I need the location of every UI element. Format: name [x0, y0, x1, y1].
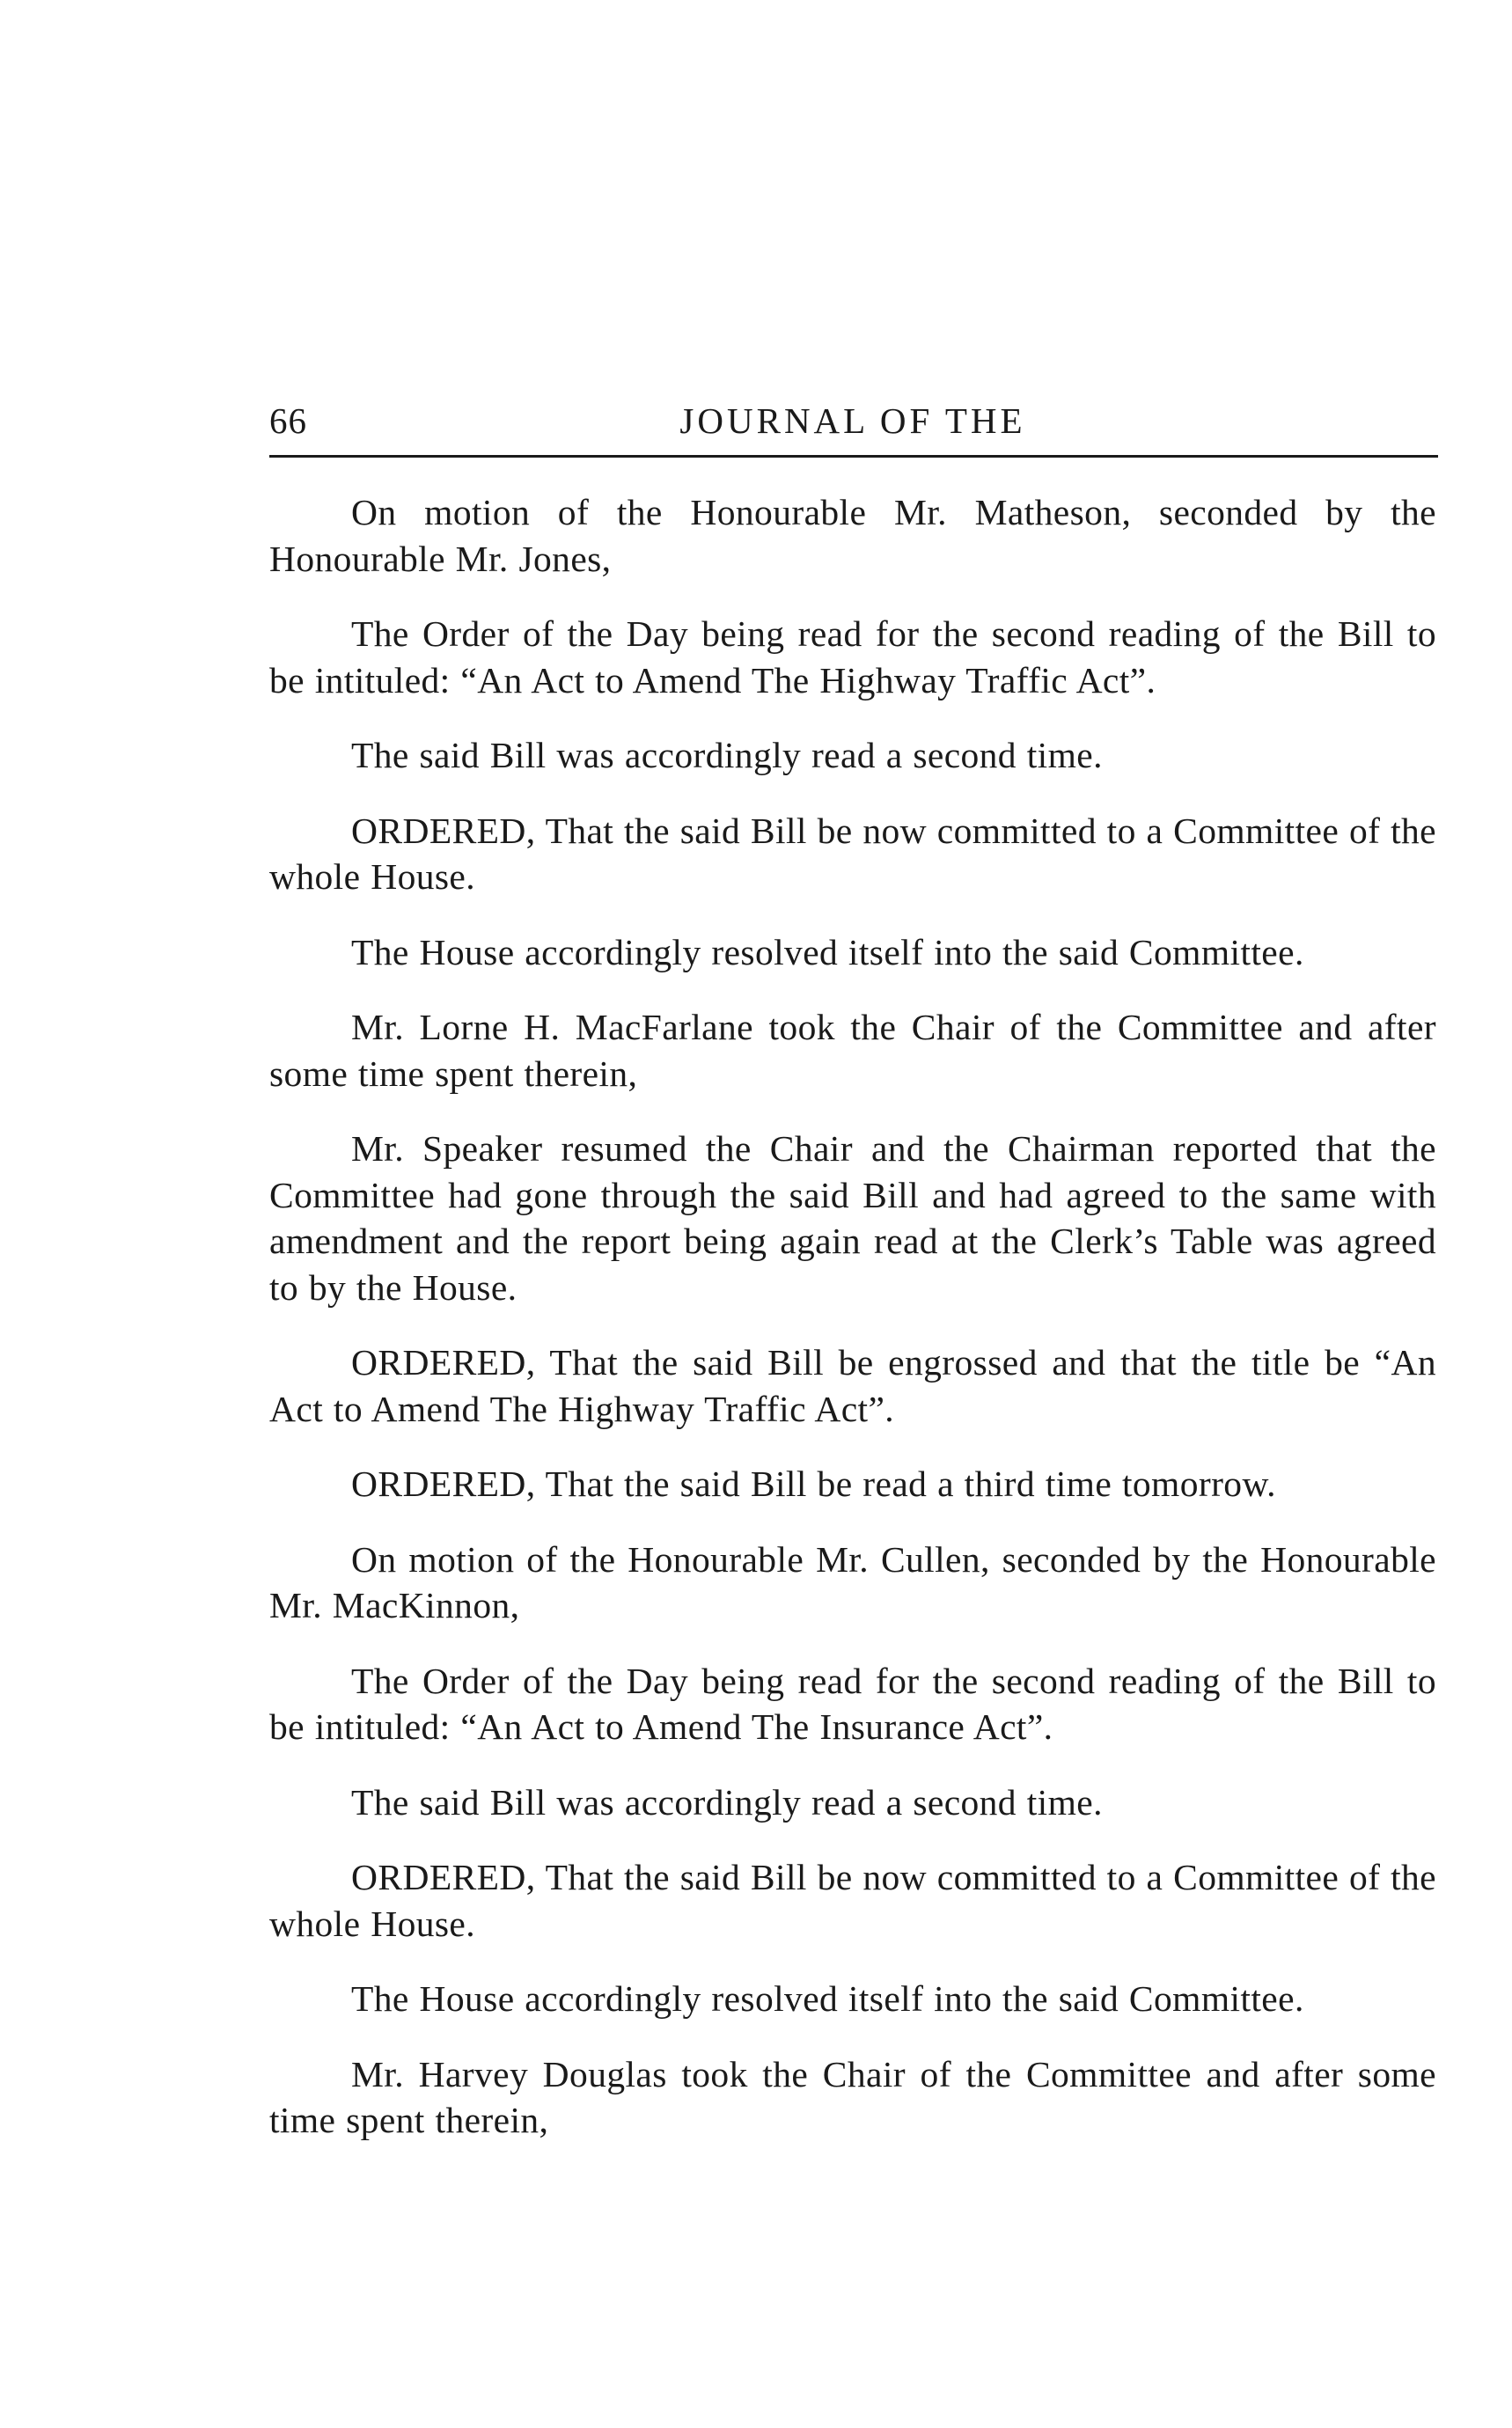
paragraph-order-insurance-bill: The Order of the Day being read for the second reading of the Bill to be intituled: “An Act to Amend The Insurance Act”.	[269, 1660, 1436, 1747]
paragraph-ordered-engrossed: ORDERED, That the said Bill be engrossed and that the title be “An Act to Amend The Highway Traffic Act”.	[269, 1342, 1436, 1429]
paragraph-second-reading: The said Bill was accordingly read a second time.	[351, 735, 1103, 775]
page-header	[269, 394, 1436, 447]
header-rule	[269, 455, 1438, 458]
paragraph-ordered-third-reading: ORDERED, That the said Bill be read a third time tomorrow.	[351, 1463, 1276, 1504]
paragraph-motion-matheson: On motion of the Honourable Mr. Matheson, seconded by the Honourable Mr. Jones,	[269, 492, 1436, 579]
paragraph-house-resolved-insurance: The House accordingly resolved itself into the said Committee.	[351, 1978, 1304, 2019]
paragraph-ordered-committed-insurance: ORDERED, That the said Bill be now committed to a Committee of the whole House.	[269, 1857, 1436, 1944]
paragraph-house-resolved: The House accordingly resolved itself into the said Committee.	[351, 931, 1304, 972]
running-title: JOURNAL OF THE	[679, 400, 1026, 441]
paragraph-motion-cullen: On motion of the Honourable Mr. Cullen, seconded by the Honourable Mr. MacKinnon,	[269, 1538, 1436, 1625]
journal-body	[269, 489, 1436, 2173]
paragraph-chair-macfarlane: Mr. Lorne H. MacFarlane took the Chair of the Committee and after some time spent therein,	[269, 1007, 1436, 1094]
paragraph-second-reading-insurance: The said Bill was accordingly read a second time.	[351, 1781, 1103, 1823]
page-number: 66	[269, 400, 307, 441]
paragraph-chair-douglas: Mr. Harvey Douglas took the Chair of the Committee and after some time spent therein,	[269, 2053, 1436, 2140]
paragraph-ordered-committed: ORDERED, That the said Bill be now committed to a Committee of the whole House.	[269, 810, 1436, 897]
paragraph-order-highway-bill: The Order of the Day being read for the second reading of the Bill to be intituled: “An Act to Amend The Highway Traffic Act”.	[269, 613, 1436, 701]
paragraph-speaker-resumed: Mr. Speaker resumed the Chair and the Chairman reported that the Committee had gone through the said Bill and had agreed to the same with amendment and the report being again read at the Clerk’s Table was agreed to by the House.	[269, 1128, 1436, 1308]
